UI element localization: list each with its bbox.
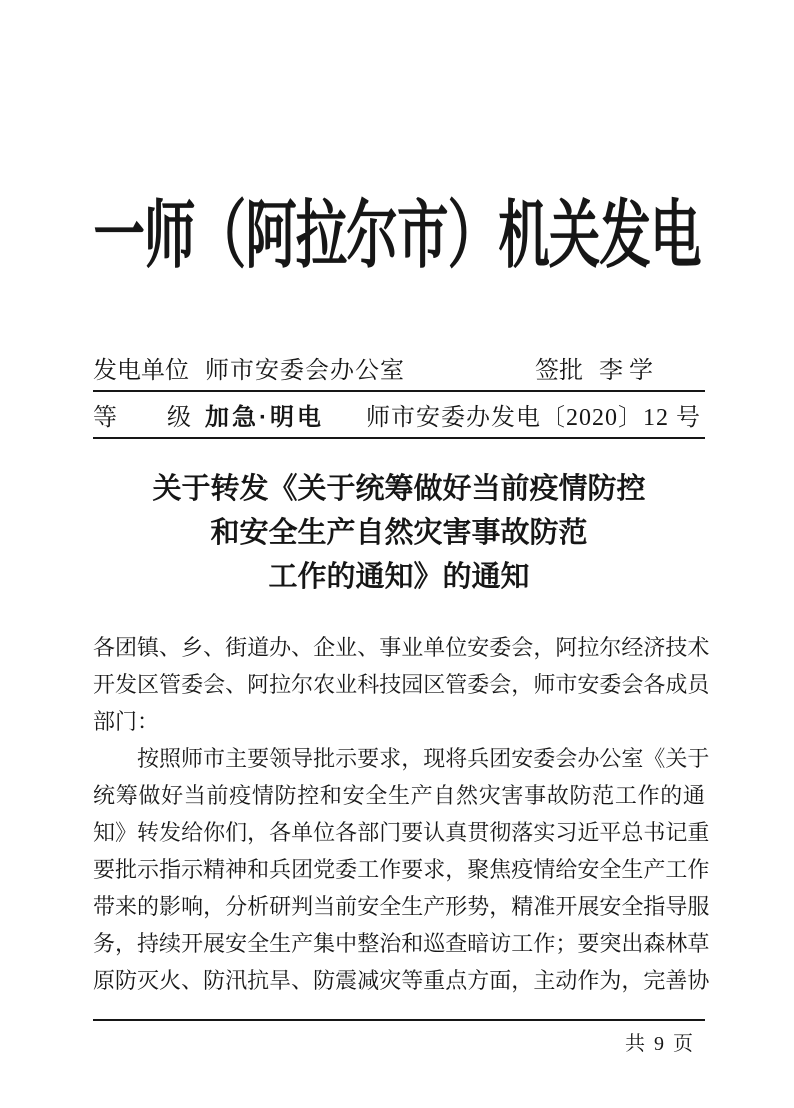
body-line: 带 来 的 影 响 ， 分 析 研 判 当 前 安 全 生 产 形 势 ， 精 准 开 展 安 全 指 导 服 <box>93 894 710 919</box>
body-line: 部门： <box>93 709 160 734</box>
page-footer <box>93 1019 705 1056</box>
body-line: 按 照 师 市 主 要 领 导 批 示 要 求 ， 现 将 兵 团 安 委 会 办 公 室 《 关 于 <box>137 746 710 771</box>
grade-label <box>93 397 191 432</box>
body-line: 要 批 示 指 示 精 神 和 兵 团 党 委 工 作 要 求 ， 聚 焦 疫 情 给 安 全 生 产 工 作 <box>93 857 710 882</box>
doc-number: 师市安委办发电〔2020〕12 号 <box>366 405 701 431</box>
sign-label: 签批 <box>535 358 583 384</box>
document-title <box>93 467 705 599</box>
body-line: 知 》 转 发 给 你 们 ， 各 单 位 各 部 门 要 认 真 贯 彻 落 实 习 近 平 总 书 记 重 <box>93 820 710 845</box>
unit-value: 师市安委会办公室 <box>205 358 405 384</box>
meta-row-unit <box>93 345 705 392</box>
grade-label-first: 等 <box>93 405 117 431</box>
page-count: 共 9 页 <box>625 1033 695 1055</box>
body-line: 开 发 区 管 委 会 、 阿 拉 尔 农 业 科 技 园 区 管 委 会 ， 师 市 安 委 会 各 成 员 <box>93 672 710 697</box>
meta-table <box>93 345 705 439</box>
body-line: 原 防 灭 火 、 防 汛 抗 旱 、 防 震 减 灾 等 重 点 方 面 ， 主 动 作 为 ， 完 善 协 <box>93 968 710 993</box>
unit-label: 发电单位 <box>93 358 189 384</box>
title-line: 工作的通知》的通知 <box>268 561 530 593</box>
body-line: 各 团 镇 、 乡 、 街 道 办 、 企 业 、 事 业 单 位 安 委 会 ， 阿 拉 尔 经 济 技 术 <box>93 635 710 660</box>
body-line: 务 ， 持 续 开 展 安 全 生 产 集 中 整 治 和 巡 查 暗 访 工 作 ； 要 突 出 森 林 草 <box>93 931 710 956</box>
masthead-title: 一师（阿拉尔市）机关发电 <box>93 195 701 278</box>
title-line: 和安全生产自然灾害事故防范 <box>210 517 588 549</box>
meta-row-grade <box>93 392 705 439</box>
document-body <box>93 629 710 999</box>
title-line: 关于转发《关于统筹做好当前疫情防控 <box>152 473 646 505</box>
grade-label-second: 级 <box>167 405 191 431</box>
footer-rule <box>93 1019 705 1021</box>
sign-value: 李 学 <box>599 358 653 384</box>
grade-value: 加急·明电 <box>205 404 324 431</box>
sign-group <box>535 350 705 385</box>
masthead <box>0 185 794 290</box>
body-line: 统 筹 做 好 当 前 疫 情 防 控 和 安 全 生 产 自 然 灾 害 事 故 防 范 工 作 的 通 <box>93 783 705 808</box>
